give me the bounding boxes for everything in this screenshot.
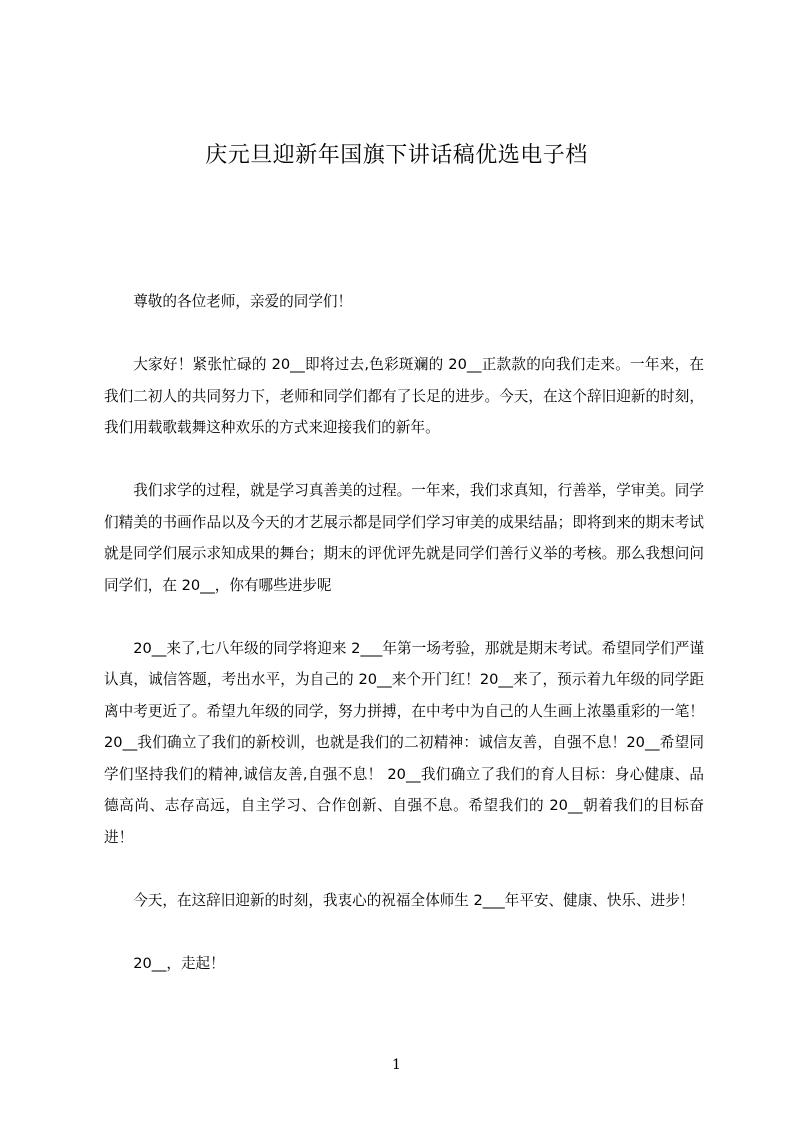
- document-body: [104, 286, 704, 1011]
- greeting-paragraph: 大家好！紧张忙碌的 20__即将过去,色彩斑斓的 20__正款款的向我们走来。一年来，在我们二初人的共同努力下，老师和同学们都有了长足的进步。今天，在这个辞旧迎新的时刻，我们用载歌载舞这种欢乐的方式来迎接我们的新年。: [104, 356, 704, 436]
- new-year-goals-paragraph: 20__来了,七八年级的同学将迎来 2___年第一场考验，那就是期末考试。希望同学们严谨认真，诚信答题，考出水平，为自己的 20__来个开门红！20__来了，预示着九年级的同学距离中考更近了。希望九年级的同学，努力拼搏，在中考中为自己的人生画上浓墨重彩的一笔！20__我们确立了我们的新校训，也就是我们的二初精神：诚信友善，自强不息！20__希望同学们坚持我们的精神,诚信友善,自强不息！ 20__我们确立了我们的育人目标：身心健康、品德高尚、志存高远，自主学习、合作创新、自强不息。希望我们的 20__朝着我们的目标奋进！: [104, 639, 704, 846]
- document-title: 庆元旦迎新年国旗下讲话稿优选电子档: [205, 143, 588, 168]
- page-number: 1: [392, 1057, 401, 1073]
- closing-paragraph: 20__，走起！: [133, 954, 225, 972]
- blessing-paragraph: 今天，在这辞旧迎新的时刻，我衷心的祝福全体师生 2___年平安、健康、快乐、进步！: [133, 891, 695, 909]
- salutation-paragraph: 尊敬的各位老师，亲爱的同学们！: [133, 293, 353, 310]
- learning-paragraph: 我们求学的过程，就是学习真善美的过程。一年来，我们求真知，行善举，学审美。同学们精美的书画作品以及今天的才艺展示都是同学们学习审美的成果结晶；即将到来的期末考试就是同学们展示求知成果的舞台；期末的评优评先就是同学们善行义举的考核。那么我想问问同学们，在 20__，你有哪些进步呢: [104, 482, 704, 594]
